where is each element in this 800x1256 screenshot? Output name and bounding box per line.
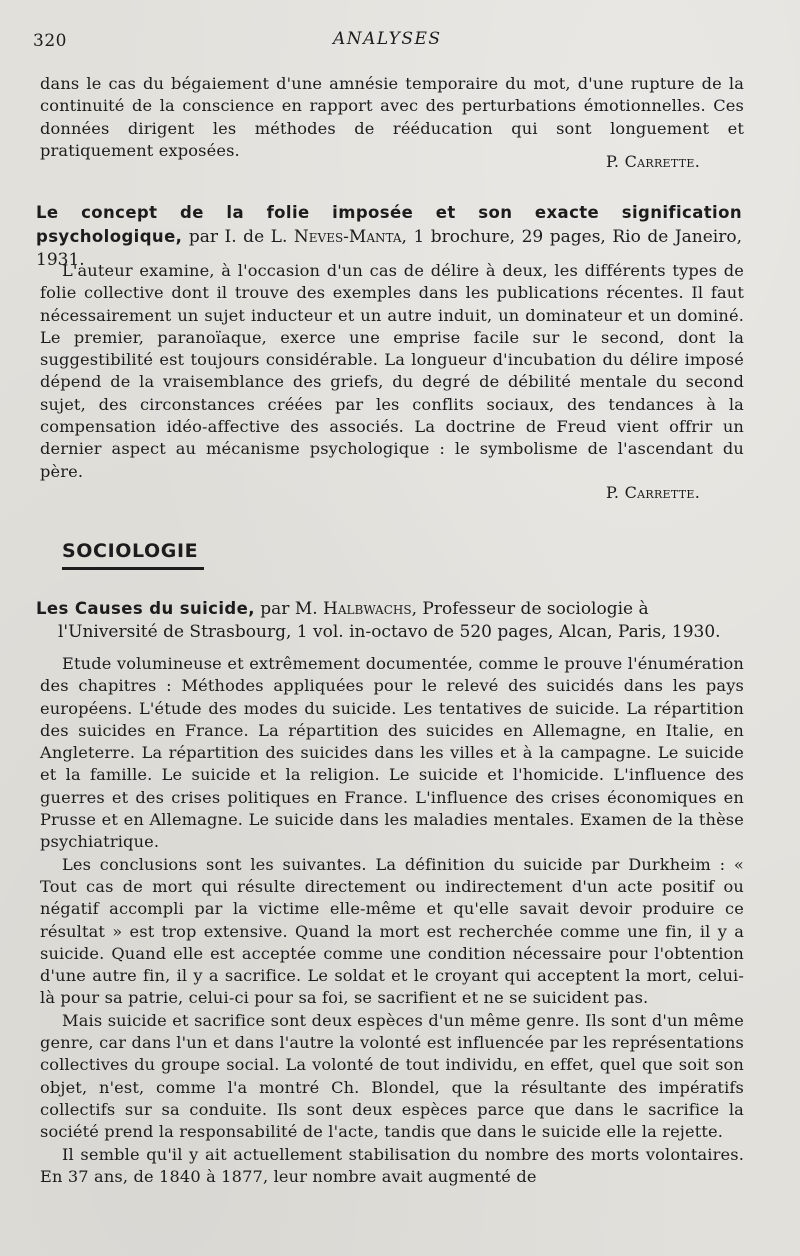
section-heading: SOCIOLOGIE	[62, 540, 199, 562]
review-author-prefix: par M.	[254, 599, 324, 619]
review-publication-details: , 1 brochure, 29 pages, Rio de Janeiro, 1931.	[36, 227, 742, 270]
review-paragraph: Les conclusions sont les suivantes. La définition du suicide par Durkheim : « Tout cas de mort qui résulte directement ou indirectement d'un acte positif ou négatif accompli par la victime elle-même et qu'elle savait devoir produire ce résultat » est trop extensive. Quand la mort est recherchée comme une fin, il y a suicide. Quand elle est acceptée comme une condition nécessaire pour l'obtention d'une autre fin, il y a sacrifice. Le soldat et le croyant qui acceptent la mort, celui-là pour sa patrie, celui-ci pour sa foi, se sacrifient et ne se suicident pas.	[40, 854, 744, 1008]
page-number: 320	[33, 31, 67, 51]
review-title: Les Causes du suicide,	[36, 599, 255, 618]
review-author-name: Halbwachs	[323, 599, 412, 619]
signature-surname: Carrette.	[624, 152, 701, 171]
review-paragraph: Etude volumineuse et extrêmement documentée, comme le prouve l'énumération des chapitres : Méthodes appliquées pour le relevé des suicidés dans les pays européens. L'étude des modes du suicide. Les tentatives de suicide. La répartition des suicides en France. La répartition des suicides en Allemagne, en Italie, en Angleterre. La répartition des suicides dans les villes et à la campagne. Le suicide et la famille. Le suicide et la religion. Le suicide et l'homicide. L'influence des guerres et des crises politiques en France. L'influence des crises économiques en Prusse et en Allemagne. Le suicide dans les maladies mentales. Examen de la thèse psychiatrique.	[40, 654, 744, 852]
running-head: ANALYSES	[333, 29, 442, 49]
review-paragraph: Il semble qu'il y ait actuellement stabilisation du nombre des morts volontaires. En 37 ans, de 1840 à 1877, leur nombre avait augmenté de	[40, 1144, 744, 1186]
review-title-block	[36, 597, 742, 644]
review-signature	[606, 152, 700, 171]
review-continuation	[40, 73, 744, 162]
section-heading-underline	[62, 567, 204, 570]
review-author-name: Neves-Manta	[293, 227, 402, 247]
review-paragraph: Mais suicide et sacrifice sont deux espèces d'un même genre. Ils sont d'un même genre, car dans l'un et dans l'autre la volonté est influencée par les représentations collectives du groupe social. La volonté de tout individu, en effet, quel que soit son objet, n'est, comme l'a montré Ch. Blondel, que la résultante des impératifs collectifs sur sa conduite. Ils sont deux espèces parce que dans le sacrifice la société prend la responsabilité de l'acte, tandis que dans le suicide elle la rejette.	[40, 1010, 744, 1142]
signature-initial: P.	[606, 483, 625, 502]
review-continuation-text: dans le cas du bégaiement d'une amnésie temporaire du mot, d'une rupture de la continuité de la conscience en rapport avec des perturbations émotionnelles. Ces données dirigent les méthodes de rééducation qui sont longuement et pratiquement exposées.	[40, 74, 744, 160]
review-title: Le concept de la folie imposée et son exacte signification psychologique,	[36, 203, 742, 246]
review-publication-details: , Professeur de sociologie à	[411, 599, 649, 619]
review-publication-details-line2: l'Université de Strasbourg, 1 vol. in-octavo de 520 pages, Alcan, Paris, 1930.	[58, 622, 721, 642]
review-body	[40, 260, 744, 483]
review-author-prefix: par I. de L.	[188, 227, 294, 247]
signature-initial: P.	[606, 152, 625, 171]
review-body	[40, 653, 744, 1188]
review-paragraph: L'auteur examine, à l'occasion d'un cas de délire à deux, les différents types de folie collective dont il trouve des exemples dans les publications récentes. Il faut nécessairement un sujet inducteur et un autre induit, un dominateur et un dominé. Le premier, paranoïaque, exerce une emprise facile sur le second, dont la suggestibilité est toujours considérable. La longueur d'incubation du délire imposé dépend de la vraisemblance des griefs, du degré de débilité mentale du second sujet, des circonstances créées par les conflits sociaux, des tendances à la compensation idéo-affective des associés. La doctrine de Freud vient offrir un dernier aspect au mécanisme psychologique : le symbolisme de l'ascendant du père.	[40, 261, 744, 481]
page-header	[33, 28, 753, 54]
signature-surname: Carrette.	[624, 483, 701, 502]
review-signature	[606, 483, 700, 502]
